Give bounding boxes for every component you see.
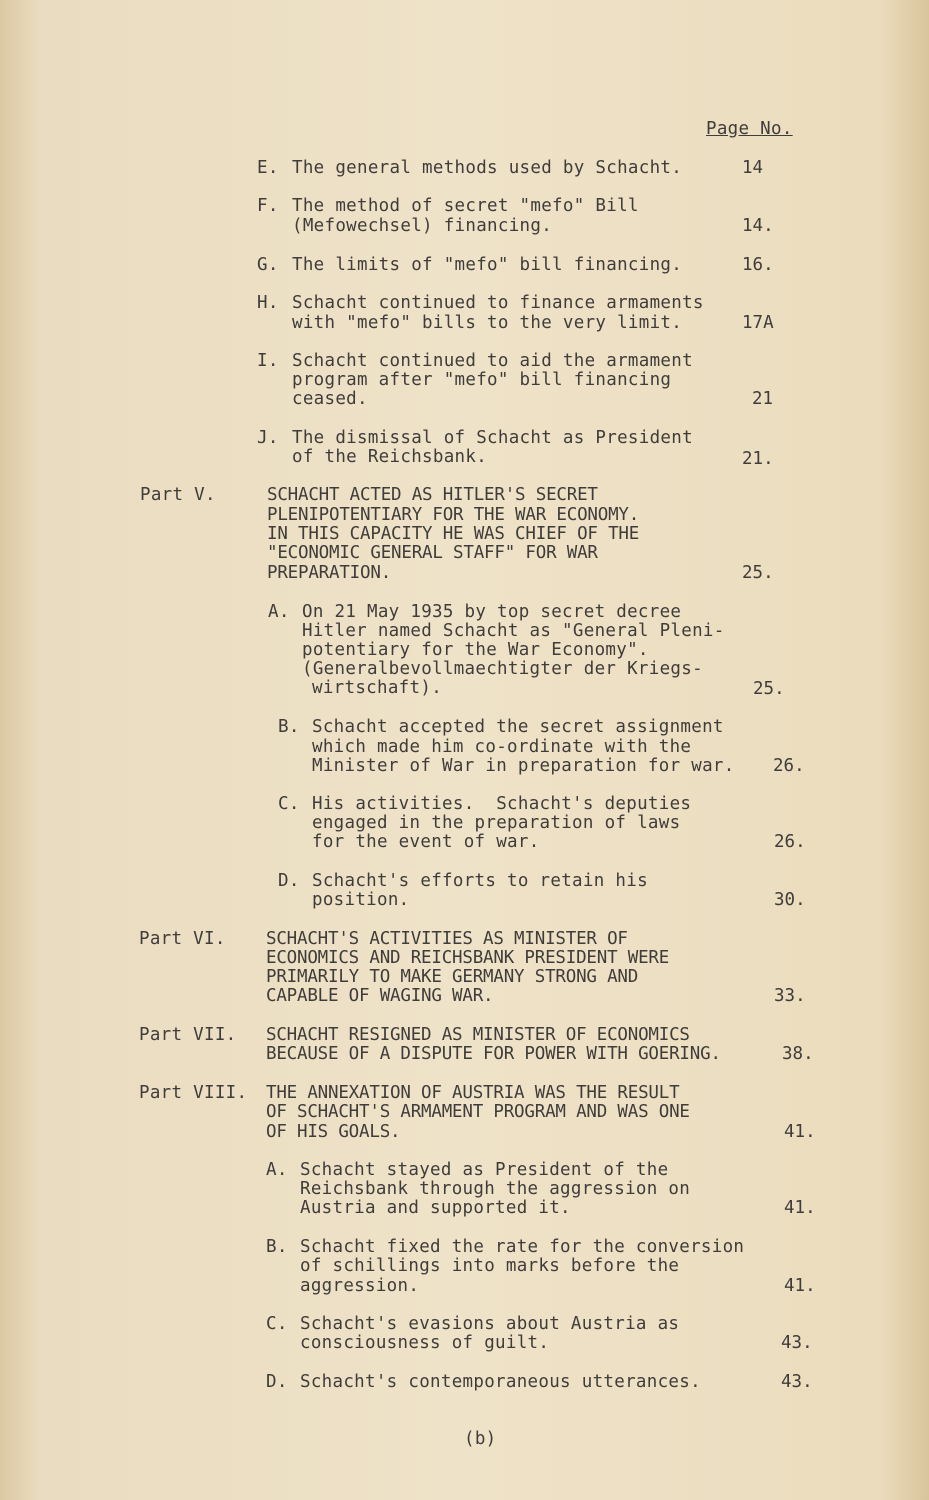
part-viii-b-page: 41. (784, 1276, 816, 1296)
part-v-a-line-3: potentiary for the War Economy". (302, 640, 649, 660)
entry-f-page: 14. (742, 216, 774, 236)
part-viii-a-letter: A. (266, 1160, 288, 1180)
entry-f-line-2: (Mefowechsel) financing. (292, 216, 553, 236)
part-v-page: 25. (742, 563, 774, 583)
part-v-a-letter: A. (268, 602, 290, 622)
entry-g-letter: G. (257, 255, 279, 275)
part-v-a-page: 25. (753, 679, 785, 699)
entry-g-line-1: The limits of "mefo" bill financing. (292, 255, 683, 275)
part-v-b-line-2: which made him co-ordinate with the (312, 737, 692, 757)
entry-i-page: 21 (752, 389, 774, 409)
part-vii-page: 38. (782, 1044, 814, 1064)
part-viii-label: Part VIII. (139, 1083, 248, 1103)
part-viii-d-line-1: Schacht's contemporaneous utterances. (300, 1372, 701, 1392)
part-viii-b-line-2: of schillings into marks before the (300, 1256, 680, 1276)
part-v-heading-line-1: SCHACHT ACTED AS HITLER'S SECRET (267, 485, 598, 505)
part-vi-heading-line-4: CAPABLE OF WAGING WAR. (266, 986, 494, 1006)
entry-i-line-2: program after "mefo" bill financing (292, 370, 672, 390)
part-v-d-line-1: Schacht's efforts to retain his (312, 871, 648, 891)
part-vii-heading-line-1: SCHACHT RESIGNED AS MINISTER OF ECONOMICS (266, 1025, 690, 1045)
part-v-c-line-3: for the event of war. (312, 832, 540, 852)
entry-j-letter: J. (257, 428, 279, 448)
entry-e-letter: E. (257, 158, 279, 178)
entry-f-letter: F. (257, 196, 279, 216)
entry-g-page: 16. (742, 255, 774, 275)
part-v-d-line-2: position. (312, 890, 410, 910)
part-v-c-page: 26. (774, 832, 806, 852)
entry-h-line-1: Schacht continued to finance armaments (292, 293, 704, 313)
entry-h-letter: H. (257, 293, 279, 313)
part-v-a-line-1: On 21 May 1935 by top secret decree (302, 602, 682, 622)
part-viii-c-line-2: consciousness of guilt. (300, 1333, 550, 1353)
part-v-c-line-2: engaged in the preparation of laws (312, 813, 681, 833)
entry-e-page: 14 (742, 158, 764, 178)
part-vi-page: 33. (774, 986, 806, 1006)
part-vii-label: Part VII. (139, 1025, 237, 1045)
page-number-header: Page No. (706, 119, 793, 139)
part-v-b-page: 26. (773, 756, 805, 776)
part-vi-heading-line-1: SCHACHT'S ACTIVITIES AS MINISTER OF (266, 929, 628, 949)
part-v-heading-line-5: PREPARATION. (267, 563, 392, 583)
entry-j-line-2: of the Reichsbank. (292, 447, 488, 467)
part-v-c-letter: C. (278, 794, 300, 814)
part-viii-b-letter: B. (266, 1237, 288, 1257)
part-vi-heading-line-3: PRIMARILY TO MAKE GERMANY STRONG AND (266, 967, 639, 987)
part-viii-c-line-1: Schacht's evasions about Austria as (300, 1314, 680, 1334)
part-v-a-line-5: wirtschaft). (312, 678, 443, 698)
part-viii-d-letter: D. (266, 1372, 288, 1392)
entry-j-line-1: The dismissal of Schacht as President (292, 428, 693, 448)
part-viii-page: 41. (784, 1122, 816, 1142)
entry-i-line-1: Schacht continued to aid the armament (292, 351, 693, 371)
part-viii-a-line-2: Reichsbank through the aggression on (300, 1179, 691, 1199)
entry-h-page: 17A (742, 313, 774, 333)
part-v-a-line-2: Hitler named Schacht as "General Pleni- (302, 621, 725, 641)
part-viii-heading-line-3: OF HIS GOALS. (266, 1122, 401, 1142)
part-v-a-line-4: (Generalbevollmaechtigter der Kriegs- (302, 659, 703, 679)
part-v-label: Part V. (140, 485, 216, 505)
part-v-heading-line-2: PLENIPOTENTIARY FOR THE WAR ECONOMY. (267, 505, 640, 525)
entry-i-line-3: ceased. (292, 389, 368, 409)
part-vii-heading-line-2: BECAUSE OF A DISPUTE FOR POWER WITH GOERING. (266, 1044, 721, 1064)
part-v-c-line-1: His activities. Schacht's deputies (312, 794, 692, 814)
part-vi-heading-line-2: ECONOMICS AND REICHSBANK PRESIDENT WERE (266, 948, 670, 968)
part-viii-heading-line-2: OF SCHACHT'S ARMAMENT PROGRAM AND WAS ONE (266, 1102, 690, 1122)
part-viii-a-page: 41. (784, 1198, 816, 1218)
part-viii-a-line-3: Austria and supported it. (300, 1198, 571, 1218)
entry-f-line-1: The method of secret "mefo" Bill (292, 196, 639, 216)
part-v-b-letter: B. (278, 717, 300, 737)
part-vi-label: Part VI. (139, 929, 226, 949)
part-viii-d-page: 43. (781, 1372, 813, 1392)
part-viii-b-line-1: Schacht fixed the rate for the conversion (300, 1237, 745, 1257)
part-viii-c-letter: C. (266, 1314, 288, 1334)
part-viii-heading-line-1: THE ANNEXATION OF AUSTRIA WAS THE RESULT (266, 1083, 680, 1103)
entry-e-line-1: The general methods used by Schacht. (292, 158, 683, 178)
part-v-heading-line-3: IN THIS CAPACITY HE WAS CHIEF OF THE (267, 524, 640, 544)
part-v-b-line-1: Schacht accepted the secret assignment (312, 717, 724, 737)
part-viii-c-page: 43. (781, 1333, 813, 1353)
footer-page-marker: (b) (464, 1429, 497, 1449)
part-viii-a-line-1: Schacht stayed as President of the (300, 1160, 669, 1180)
part-viii-b-line-3: aggression. (300, 1276, 420, 1296)
part-v-heading-line-4: "ECONOMIC GENERAL STAFF" FOR WAR (267, 543, 598, 563)
part-v-d-page: 30. (774, 890, 806, 910)
entry-h-line-2: with "mefo" bills to the very limit. (292, 313, 683, 333)
entry-j-page: 21. (742, 449, 774, 469)
part-v-b-line-3: Minister of War in preparation for war. (312, 756, 735, 776)
part-v-d-letter: D. (278, 871, 300, 891)
entry-i-letter: I. (257, 351, 279, 371)
